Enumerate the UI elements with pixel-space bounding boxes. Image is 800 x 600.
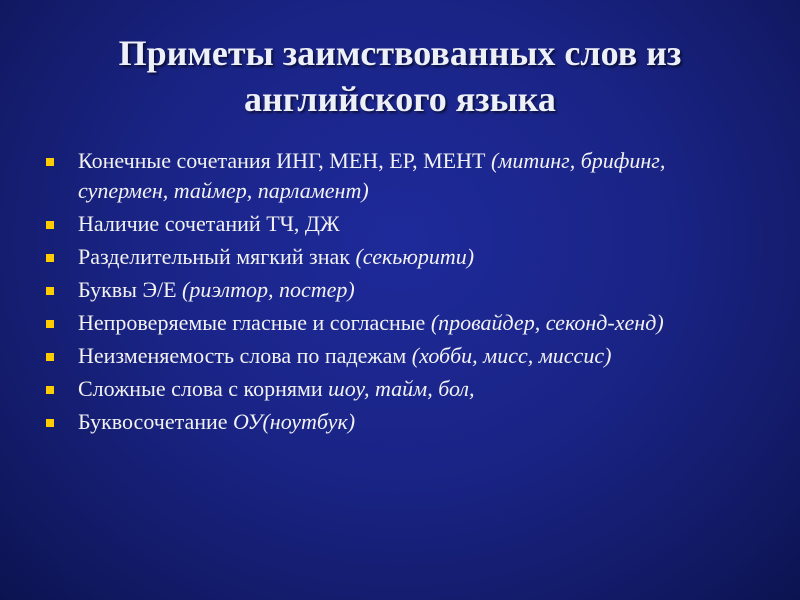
- square-bullet-icon: [46, 287, 54, 295]
- bullet-example: (секьюрити): [355, 244, 475, 269]
- square-bullet-icon: [46, 221, 54, 229]
- bullet-text: Сложные слова с корнями: [78, 376, 329, 401]
- list-item: [44, 146, 744, 206]
- bullet-text: Непроверяемые гласные и согласные: [78, 310, 431, 335]
- bullet-text: Наличие сочетаний ТЧ, ДЖ: [78, 211, 340, 236]
- bullet-example: (риэлтор, постер): [182, 277, 355, 302]
- list-item: [44, 308, 744, 338]
- bullet-text: Буквосочетание: [78, 409, 234, 434]
- bullet-example: ОУ(ноутбук): [233, 409, 356, 434]
- bullet-example: (хобби, мисс, миссис): [411, 343, 612, 368]
- square-bullet-icon: [46, 254, 54, 262]
- list-item: [44, 341, 744, 371]
- square-bullet-icon: [46, 419, 54, 427]
- list-item: [44, 209, 744, 239]
- bullet-example: (митинг, брифинг, супермен, таймер, парламент): [78, 148, 666, 203]
- list-item: [44, 275, 744, 305]
- bullet-list: [44, 146, 744, 440]
- bullet-text: Конечные сочетания ИНГ, МЕН, ЕР, МЕНТ: [78, 148, 491, 173]
- bullet-text: Разделительный мягкий знак: [78, 244, 356, 269]
- bullet-example: (провайдер, секонд-хенд): [430, 310, 664, 335]
- bullet-example: шоу, тайм, бол,: [328, 376, 475, 401]
- list-item: [44, 374, 744, 404]
- list-item: [44, 407, 744, 437]
- bullet-text: Буквы Э/Е: [78, 277, 183, 302]
- square-bullet-icon: [46, 320, 54, 328]
- bullet-text: Неизменяемость слова по падежам: [78, 343, 412, 368]
- square-bullet-icon: [46, 353, 54, 361]
- square-bullet-icon: [46, 158, 54, 166]
- slide-title: Приметы заимствованных слов из английского языка: [118, 33, 682, 119]
- list-item: [44, 242, 744, 272]
- square-bullet-icon: [46, 386, 54, 394]
